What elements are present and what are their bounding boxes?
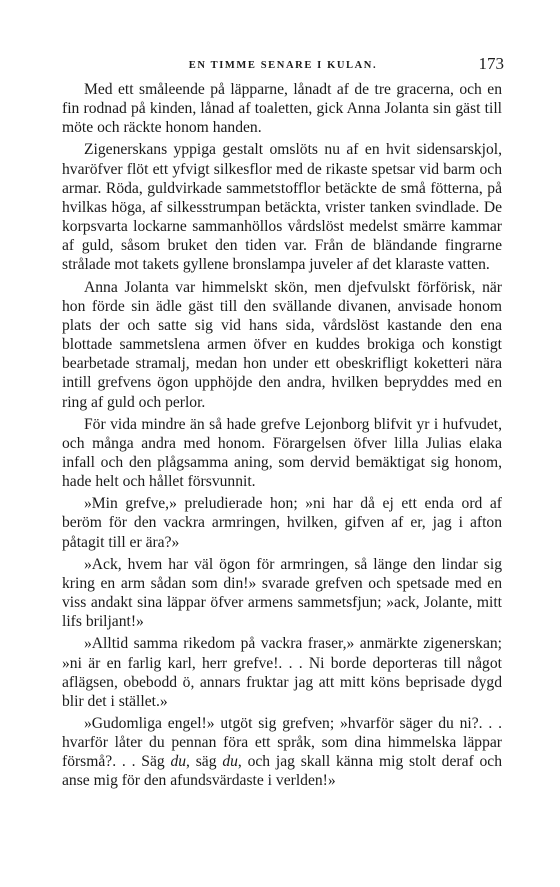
italic-emphasis: du [170,753,187,771]
dialogue-paragraph: »Alltid samma rikedom på vackra fraser,» anmärkte zigenerskan; »ni är en farlig karl, herr grefve!. . . Ni borde deporteras till något aflägsen, obebodd ö, annars fruktar jag att mitt köns beprisade dygd blir det i stället.» [62,635,502,710]
paragraph: Anna Jolanta var himmelskt skön, men djefvulskt förförisk, när hon förde sin ädle gäst till den svällande divanen, anvisade honom plats der och satte sig vid hans sida, vårdslöst kastande den ena blottade sammetslena armen öfver en kuddes brokiga och konstigt bearbetade stramalj, medan hon under ett obeskrifligt koketteri nära intill grefvens ögon upphöjde den andra, hvilken bepryddes med en ring af guld och perlor. [62,278,502,411]
italic-emphasis: du [222,753,238,771]
paragraph-text: , säg [186,753,223,771]
page-header [62,52,504,78]
paragraph: Med ett småleende på läpparne, lånadt af de tre gracerna, och en fin rodnad på kinden, lånad af toaletten, gick Anna Jolanta sin gäst till möte och räckte honom handen. [62,81,502,137]
page-number: 173 [478,54,504,73]
page-body [62,80,502,791]
dialogue-paragraph: »Ack, hvem har väl ögon för armringen, så länge den lindar sig kring en arm sådan som din!» svarade grefven och spetsade med en viss andakt sina läppar öfver armens sammetsfjun; »ack, Jolante, mitt lifs briljant!» [62,555,502,631]
paragraph-text: »Gudomliga engel!» utgöt sig grefven; »hvarför säger du ni?. . . hvarför låter du pennan föra ett språk, som dina himmelska läppar försmå?. . . Säg [62,715,502,771]
dialogue-paragraph: »Min grefve,» preludierade hon; »ni har då ej ett enda ord af beröm för den vackra armringen, hvilken, gifven af er, jag i afton påtagit till er ära?» [62,495,502,551]
paragraph-text: , och jag skall känna mig stolt deraf och anse mig för den afundsvärdaste i verlden!» [62,753,503,790]
dialogue-paragraph [62,714,502,791]
paragraph: För vida mindre än så hade grefve Lejonborg blifvit yr i hufvudet, och många andra med honom. Förargelsen öfver lilla Julias elaka infall och den plågsamma aning, som dervid bemäktigat sig honom, hade helt och hållet försvunnit. [62,415,502,491]
paragraph: Zigenerskans yppiga gestalt omslöts nu af en hvit sidensarskjol, hvaröfver flöt ett yfvigt silkesflor med de rikaste spetsar vid barm och armar. Röda, guldvirkade sammetstofflor betäckte de små fötterna, på hvilkas höga, af silkesstrumpan betäckta, vrister tanken svindlade. De korpsvarta lockarne sammanhöllos vårdslöst medelst smärre kammar af guld, såsom bruket den tiden var. Från de bländande fingrarne strålade mot takets gyllene bronslampa juveler af det klaraste vatten. [62,141,502,274]
running-title: EN TIMME SENARE I KULAN. [188,60,378,71]
